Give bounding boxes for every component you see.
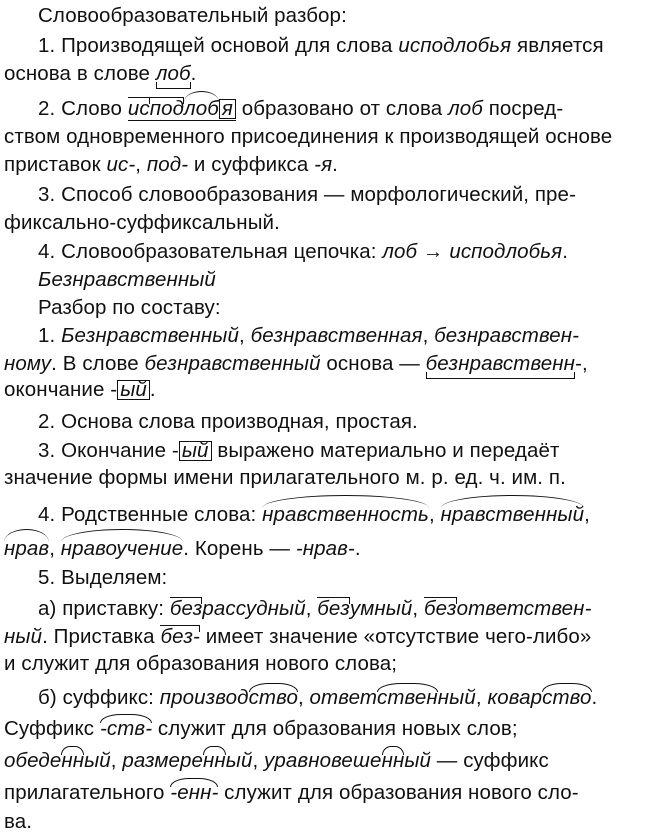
word-heading [38,268,216,292]
suffix-enn: нн [61,749,85,772]
suffix-line-3 [4,749,549,773]
text: служит для образования нового сло- [218,781,579,804]
paragraph-1-line-1 [38,34,604,58]
word-ispodlobya-analysis [128,97,236,121]
ending-box: ый [117,380,150,400]
root: -нрав- [295,537,355,560]
text: 1. [38,324,62,347]
suffix-line-1 [38,686,597,710]
text: , [428,503,441,526]
prefix-bez: без [317,597,350,620]
text: . [190,62,197,85]
text: а) приставку: [38,597,170,620]
suffix-stv: ство [248,686,298,709]
ending-box: ый [179,441,212,461]
analysis-5-title: 5. Выделяем: [38,566,168,589]
text: прилагательного [4,781,171,804]
related-word: нрав [4,537,50,560]
word-part: размере [122,749,203,772]
text: приставок [4,153,107,176]
analysis-2: 2. Основа слова производная, простая. [38,410,418,433]
text: . Корень — [183,537,296,560]
related-word: нравоучение [60,537,184,560]
paragraph-2-line-2: ством одновременного присоединения к производящей основе [4,125,613,148]
analysis-1-line-1 [38,324,579,348]
heading-text: Безнравственный [38,268,216,291]
word-part: ый [404,749,432,772]
suffix-line-5: ва. [4,810,33,833]
word-part: ый [84,749,111,772]
text: является [511,34,604,57]
text: — суффикс [431,749,549,772]
analysis-4-line-2 [4,537,361,561]
word-part: ковар [487,686,543,709]
text: б) суффикс: [38,686,160,709]
text: 4. Словообразовательная цепочка: [38,240,383,263]
prefix-line-3: и служит для образования нового слова; [4,652,398,675]
text: , [49,537,61,560]
text: , [584,503,590,526]
paragraph-3-line-2: фиксально-суффиксальный. [4,211,280,234]
text: окончание - [4,378,118,401]
word-ispodlobya: исподлобья [398,34,512,57]
text: . [332,153,338,176]
text: , [239,324,251,347]
text: . [149,378,156,401]
suffix-stv: ство [542,686,592,709]
word: безнравственный [144,352,321,375]
prefix-is: ис- [106,153,136,176]
text: имеет значение «отсутствие чего-либо» [199,625,592,648]
text: -, [575,352,588,375]
text: . В слове [51,352,145,375]
prefix-bez: без [424,597,457,620]
text: 4. Родственные слова: [38,503,263,526]
paragraph-2-line-1 [38,97,563,121]
prefix-bez: без- [160,625,200,648]
section-title: Словообразовательный разбор: [38,4,347,27]
prefix-is: ис [127,97,150,120]
word-rest: умный [349,597,413,620]
suffix-stv: ствен [377,686,438,709]
text: , [297,686,310,709]
prefix-pod: под [149,97,185,120]
suffix-ya: -я [314,153,333,176]
text: . Приставка [42,625,161,648]
text: основа — [320,352,426,375]
paragraph-4-line-1 [38,240,568,264]
text: посред- [482,97,564,120]
text: . [562,240,569,263]
text: образовано от слова [235,97,449,120]
prefix-pod: под- [146,153,189,176]
text: 1. Производящей основой для слова [38,34,399,57]
paragraph-1-line-2 [4,62,196,86]
word-chain: лоб → исподлобья [382,240,563,263]
text: . [354,537,361,560]
word: ный [4,625,43,648]
text: , [110,749,123,772]
suffix-enn: нн [203,749,226,772]
text: основа в слове [4,62,156,85]
analysis-1-line-3 [4,378,156,402]
suffix-stv: -ств- [99,717,153,740]
related-word: нравственность [262,503,429,526]
word: Безнравственный [61,324,239,347]
analysis-3-line-1 [38,439,559,463]
paragraph-3-line-1: 3. Способ словообразования — морфологический, пре- [38,183,576,206]
text: служит для образования новых слов; [152,717,518,740]
stem: безнравственн [425,352,576,375]
prefix-line-2 [4,625,591,649]
suffix-line-2 [4,717,518,741]
root-lob: лоб [184,97,219,120]
word-lob: лоб [448,97,483,120]
analysis-1-line-2 [4,352,588,376]
word-part: ый [225,749,253,772]
text: , [475,686,488,709]
text: выражено материально и передаёт [211,439,560,462]
text: , [412,597,425,620]
text: , [305,597,318,620]
analysis-4-line-1 [38,503,590,527]
stem-lob: лоб [155,62,191,85]
text: и суффикса [188,153,315,176]
text: 3. Окончание - [38,439,179,462]
related-word: нравственный [440,503,585,526]
suffix-enn: нн [381,749,405,772]
analysis-3-line-2: значение формы имени прилагательного м. р. ед. ч. им. п. [4,466,566,489]
prefix-line-1 [38,597,592,621]
word-part: ный [437,686,476,709]
word-rest: рассудный [202,597,306,620]
paragraph-2-line-3 [4,153,338,177]
word-part: ответ [309,686,378,709]
word-part: уравновеше [264,749,382,772]
suffix-enn: -енн- [170,781,219,804]
suffix-line-4 [4,781,579,805]
word-part: производ [159,686,249,709]
text: Суффикс [4,717,100,740]
word-rest: ответствен- [456,597,592,620]
suffix-ya: я [219,99,236,119]
text: 2. Слово [38,97,128,120]
prefix-bez: без [169,597,203,620]
text: . [591,686,598,709]
morpheme-analysis-title: Разбор по составу: [38,296,221,319]
word: безнравственная [250,324,423,347]
word: ному [4,352,52,375]
text: , [422,324,435,347]
text: , [252,749,265,772]
word: безнравствен- [434,324,580,347]
text: , [135,153,147,176]
word-part: обеде [4,749,62,772]
